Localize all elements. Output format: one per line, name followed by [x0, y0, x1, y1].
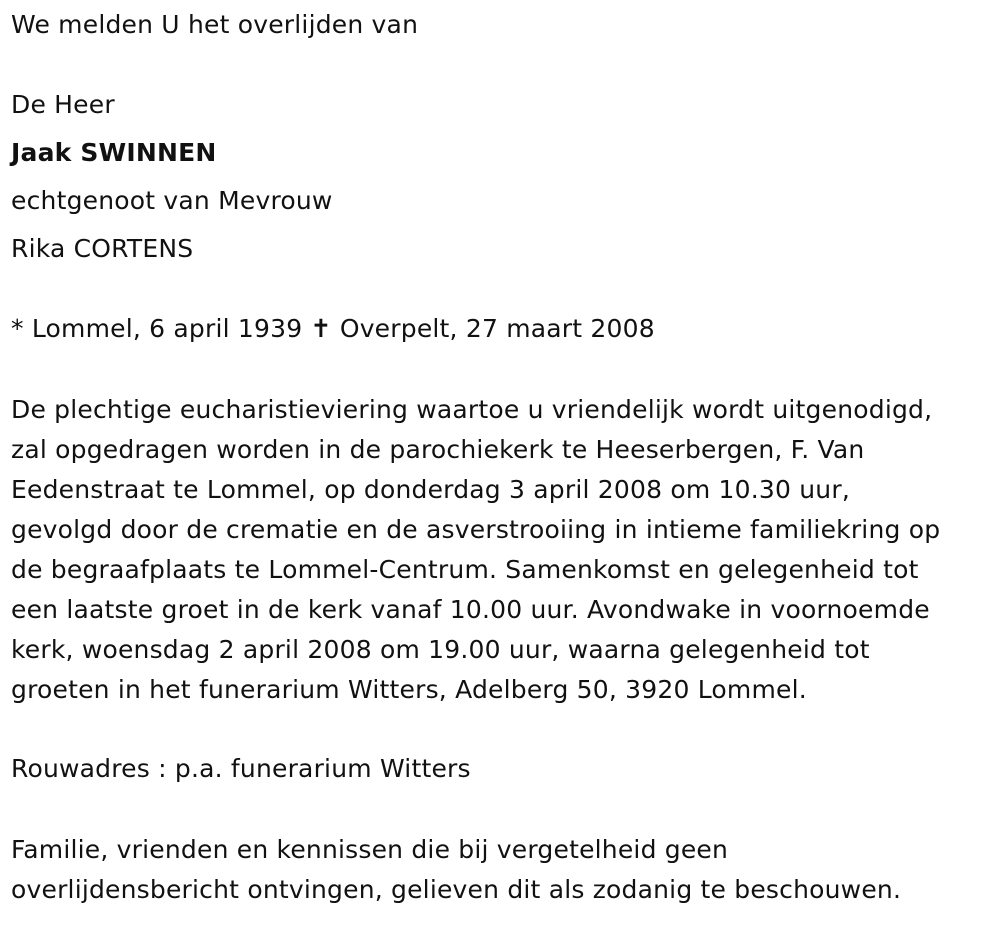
relation-text: echtgenoot van Mevrouw	[11, 186, 333, 215]
closing-line: Familie, vrienden en kennissen die bij vergetelheid geen	[11, 835, 729, 864]
ceremony-line: De plechtige eucharistieviering waartoe u vriendelijk wordt uitgenodigd,	[11, 395, 933, 424]
ceremony-line: Eedenstraat te Lommel, op donderdag 3 april 2008 om 10.30 uur,	[11, 475, 850, 504]
cross-icon: ✝	[310, 314, 332, 343]
ceremony-line: de begraafplaats te Lommel-Centrum. Samenkomst en gelegenheid tot	[11, 555, 919, 584]
intro-text: We melden U het overlijden van	[11, 10, 419, 39]
spouse-name: Rika CORTENS	[11, 234, 194, 263]
ceremony-line: een laatste groet in de kerk vanaf 10.00 uur. Avondwake in voornoemde	[11, 595, 930, 624]
mourning-address: Rouwadres : p.a. funerarium Witters	[11, 754, 471, 783]
ceremony-line: kerk, woensdag 2 april 2008 om 19.00 uur, waarna gelegenheid tot	[11, 635, 870, 664]
ceremony-paragraph	[11, 390, 996, 710]
closing-line: overlijdensbericht ontvingen, gelieven dit als zodanig te beschouwen.	[11, 875, 902, 904]
ceremony-line: groeten in het funerarium Witters, Adelberg 50, 3920 Lommel.	[11, 675, 807, 704]
closing-paragraph	[11, 830, 996, 910]
birth-info: * Lommel, 6 april 1939	[11, 314, 303, 343]
life-dates	[11, 309, 996, 349]
ceremony-line: gevolgd door de crematie en de asverstrooiing in intieme familiekring op	[11, 515, 941, 544]
death-info: Overpelt, 27 maart 2008	[339, 314, 655, 343]
deceased-name: Jaak SWINNEN	[11, 138, 217, 167]
ceremony-line: zal opgedragen worden in de parochiekerk te Heeserbergen, F. Van	[11, 435, 865, 464]
honorific: De Heer	[11, 90, 115, 119]
